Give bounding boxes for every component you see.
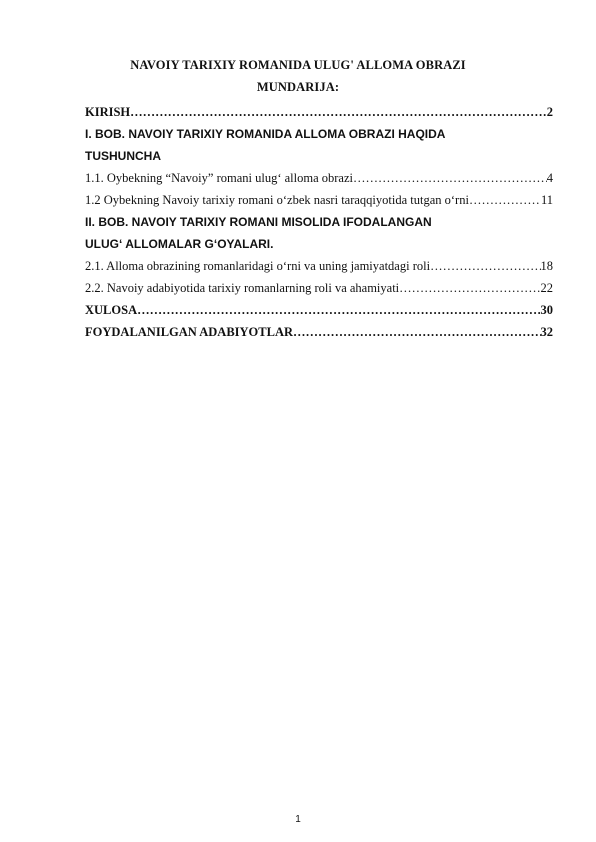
- toc-entry-xulosa[interactable]: [85, 299, 553, 321]
- toc-leader-dots: [469, 189, 541, 211]
- page-number: 1: [295, 814, 301, 825]
- chapter-2-heading-line2[interactable]: ULUG‘ ALLOMALAR G‘OYALARI.: [85, 237, 274, 251]
- table-of-contents: [85, 101, 553, 343]
- toc-entry-kirish[interactable]: [85, 101, 553, 123]
- toc-leader-dots: [137, 299, 540, 321]
- toc-entry-page: 11: [540, 193, 553, 207]
- toc-entry-label: FOYDALANILGAN ADABIYOTLAR: [85, 325, 294, 339]
- toc-leader-dots: [293, 321, 540, 343]
- chapter-1-heading-line1[interactable]: I. BOB. NAVOIY TARIXIY ROMANIDA ALLOMA OBRAZI HAQIDA: [85, 127, 446, 141]
- toc-entry-1-2[interactable]: [85, 189, 553, 211]
- toc-leader-dots: [353, 167, 547, 189]
- toc-entry-page: 18: [540, 259, 553, 273]
- toc-entry-page: 30: [540, 303, 553, 317]
- toc-leader-dots: [399, 277, 540, 299]
- toc-entry-1-1[interactable]: [85, 167, 553, 189]
- toc-entry-2-1[interactable]: [85, 255, 553, 277]
- toc-heading: MUNDARIJA:: [256, 80, 340, 94]
- toc-entry-page: 32: [540, 325, 553, 339]
- toc-entry-2-2[interactable]: [85, 277, 553, 299]
- toc-entry-label: XULOSA: [85, 303, 138, 317]
- toc-entry-page: 2: [546, 105, 553, 119]
- toc-leader-dots: [430, 255, 540, 277]
- chapter-2-heading-line1[interactable]: II. BOB. NAVOIY TARIXIY ROMANI MISOLIDA IFODALANGAN: [85, 215, 432, 229]
- toc-entry-label: 1.1. Oybekning “Navoiy” romani ulug‘ alloma obrazi: [85, 171, 353, 185]
- toc-entry-label: KIRISH: [85, 105, 131, 119]
- toc-entry-label: 2.2. Navoiy adabiyotida tarixiy romanlarning roli va ahamiyati: [85, 281, 400, 295]
- chapter-1-heading-line2[interactable]: TUSHUNCHA: [85, 149, 161, 163]
- toc-leader-dots: [130, 101, 547, 123]
- document-title: NAVOIY TARIXIY ROMANIDA ULUG' ALLOMA OBRAZI: [130, 58, 466, 72]
- toc-entry-page: 4: [546, 171, 553, 185]
- toc-entry-page: 22: [540, 281, 553, 295]
- toc-entry-label: 2.1. Alloma obrazining romanlaridagi o‘rni va uning jamiyatdagi roli: [85, 259, 431, 273]
- toc-entry-adabiyotlar[interactable]: [85, 321, 553, 343]
- toc-entry-label: 1.2 Oybekning Navoiy tarixiy romani o‘zbek nasri taraqqiyotida tutgan o‘rni: [85, 193, 469, 207]
